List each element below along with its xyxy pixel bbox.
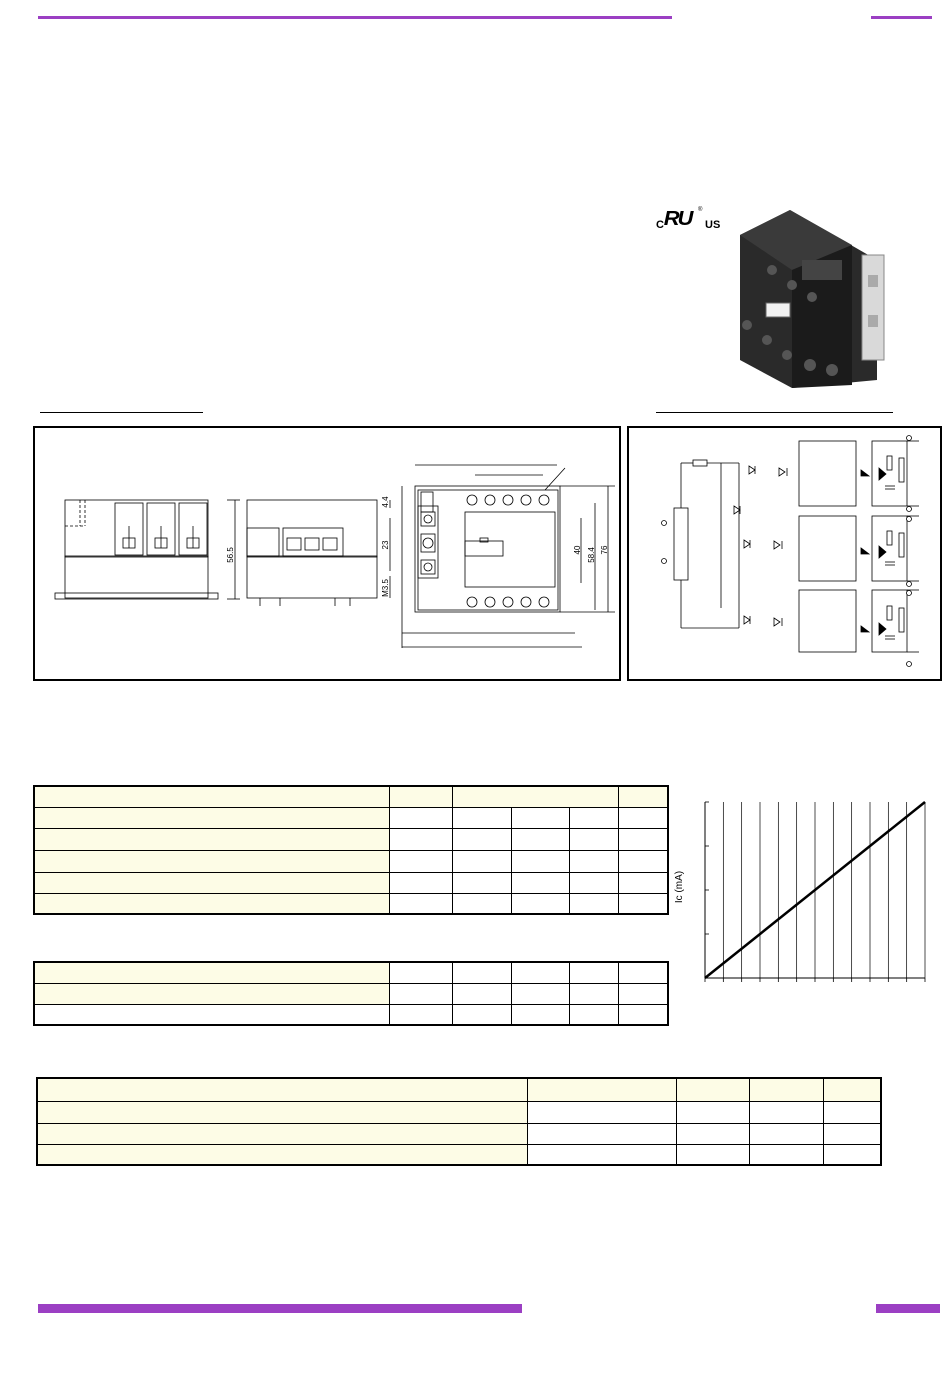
table-cell xyxy=(37,1101,527,1123)
table-row xyxy=(37,1101,881,1123)
section-rule-left xyxy=(40,412,203,413)
table-row xyxy=(34,962,668,983)
ul-mark-us: US xyxy=(705,219,721,231)
table-row xyxy=(34,893,668,914)
header-accent-bar-left xyxy=(38,16,672,19)
footer-accent-bar-left xyxy=(38,1304,522,1313)
table-row xyxy=(34,828,668,850)
table-cell xyxy=(569,893,618,914)
table-cell xyxy=(34,983,389,1004)
ic-chart xyxy=(668,795,938,990)
table-cell xyxy=(569,983,618,1004)
circuit-diagram-panel xyxy=(627,426,942,681)
table-cell xyxy=(823,1123,881,1144)
table-cell xyxy=(569,807,618,828)
table-row xyxy=(34,786,668,807)
dim-label-56-5: 56.5 xyxy=(226,547,235,563)
table-cell xyxy=(527,1101,676,1123)
table-row xyxy=(37,1144,881,1165)
table-cell xyxy=(823,1078,881,1101)
table-cell xyxy=(618,850,668,872)
table-cell xyxy=(618,828,668,850)
table-cell xyxy=(452,850,511,872)
table-cell xyxy=(676,1078,749,1101)
spec-table-2 xyxy=(33,961,669,1026)
table-cell xyxy=(452,872,511,893)
table-cell xyxy=(34,807,389,828)
dim-label-m3-5: M3.5 xyxy=(381,579,390,597)
table-cell xyxy=(618,983,668,1004)
table-cell xyxy=(389,962,452,983)
table-cell xyxy=(569,872,618,893)
table-cell xyxy=(452,807,511,828)
table-cell xyxy=(389,828,452,850)
spec-table-3 xyxy=(36,1077,882,1166)
table-cell xyxy=(511,962,569,983)
table-cell xyxy=(823,1101,881,1123)
table-row xyxy=(37,1078,881,1101)
table-cell xyxy=(527,1144,676,1165)
table-cell xyxy=(749,1101,823,1123)
section-rule-right xyxy=(656,412,893,413)
spec-table-1 xyxy=(33,785,669,915)
table-cell xyxy=(34,786,389,807)
table-cell xyxy=(389,893,452,914)
table-cell xyxy=(511,807,569,828)
table-cell xyxy=(37,1144,527,1165)
table-cell xyxy=(511,828,569,850)
table-cell xyxy=(389,850,452,872)
table-cell xyxy=(452,983,511,1004)
table-cell xyxy=(569,1004,618,1025)
table-cell xyxy=(452,1004,511,1025)
table-cell xyxy=(618,962,668,983)
ul-mark-c: C xyxy=(656,219,664,231)
table-cell xyxy=(34,893,389,914)
ul-mark-ru: RU xyxy=(663,208,692,230)
table-cell xyxy=(34,872,389,893)
dimension-drawing xyxy=(35,428,619,679)
table-cell xyxy=(452,828,511,850)
table-row xyxy=(37,1123,881,1144)
table-cell xyxy=(511,850,569,872)
dim-label-76: 76 xyxy=(600,545,609,555)
table-cell xyxy=(618,1004,668,1025)
table-cell xyxy=(823,1144,881,1165)
table-cell xyxy=(569,850,618,872)
table-cell xyxy=(34,1004,389,1025)
table-cell xyxy=(37,1078,527,1101)
table-row xyxy=(34,983,668,1004)
table-cell xyxy=(676,1101,749,1123)
table-cell xyxy=(37,1123,527,1144)
ul-certification-mark xyxy=(655,207,725,233)
dim-label-4-4: 4.4 xyxy=(381,496,390,508)
table-cell xyxy=(34,850,389,872)
table-cell xyxy=(527,1078,676,1101)
table-cell xyxy=(749,1144,823,1165)
table-cell xyxy=(452,962,511,983)
table-cell xyxy=(511,983,569,1004)
product-photo xyxy=(732,205,892,390)
footer-accent-bar-right xyxy=(876,1304,940,1313)
table-cell xyxy=(618,786,668,807)
ul-mark-registered: ® xyxy=(698,207,703,213)
table-cell xyxy=(34,828,389,850)
table-row xyxy=(34,850,668,872)
dimension-drawing-panel xyxy=(33,426,621,681)
chart-ylabel: Ic (mA) xyxy=(674,870,685,904)
dim-label-58-4: 58.4 xyxy=(587,547,596,563)
table-cell xyxy=(452,893,511,914)
table-cell xyxy=(618,807,668,828)
table-cell xyxy=(749,1078,823,1101)
dim-label-23: 23 xyxy=(381,540,390,550)
table-cell xyxy=(527,1123,676,1144)
table-row xyxy=(34,1004,668,1025)
table-cell xyxy=(511,872,569,893)
table-cell xyxy=(676,1123,749,1144)
table-cell xyxy=(569,828,618,850)
table-cell xyxy=(389,786,452,807)
table-cell xyxy=(618,893,668,914)
table-cell xyxy=(676,1144,749,1165)
table-cell xyxy=(511,893,569,914)
table-cell xyxy=(389,807,452,828)
table-cell xyxy=(389,983,452,1004)
table-cell xyxy=(569,962,618,983)
table-row xyxy=(34,807,668,828)
circuit-diagram xyxy=(629,428,940,679)
table-cell xyxy=(452,786,618,807)
table-cell xyxy=(511,1004,569,1025)
table-cell xyxy=(389,1004,452,1025)
table-row xyxy=(34,872,668,893)
header-accent-bar-right xyxy=(871,16,932,19)
table-cell xyxy=(618,872,668,893)
table-cell xyxy=(389,872,452,893)
table-cell xyxy=(34,962,389,983)
dim-label-40: 40 xyxy=(573,545,582,555)
table-cell xyxy=(749,1123,823,1144)
